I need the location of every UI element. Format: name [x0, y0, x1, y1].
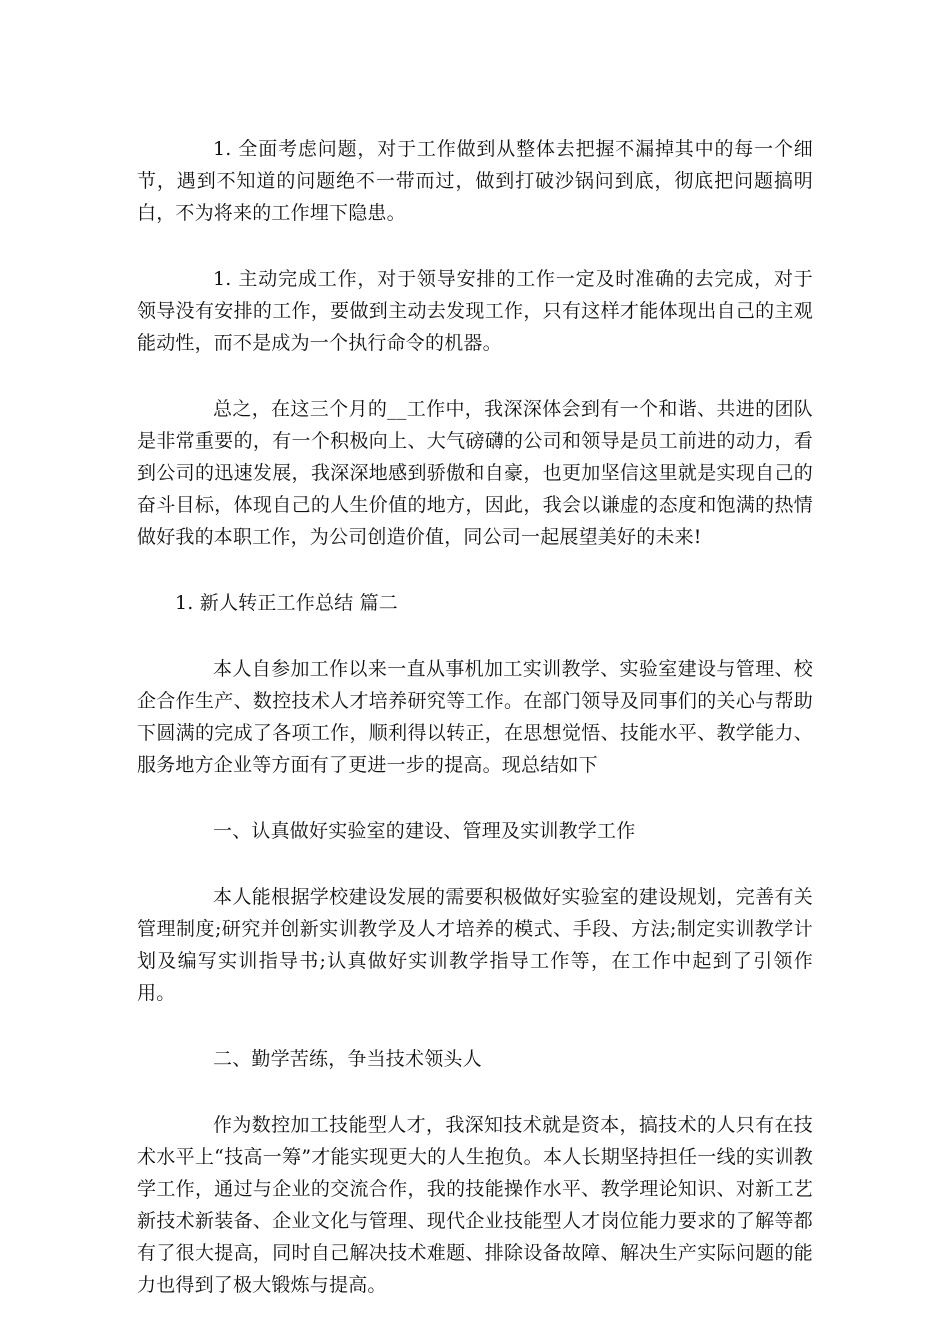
paragraph-technical-leader: 作为数控加工技能型人才，我深知技术就是资本，搞技术的人只有在技术水平上“技高一筹”才能实现更大的人生抱负。本人长期坚持担任一线的实训教学工作，通过与企业的交流合作，我的技能操作水平、教学理论知识、对新工艺新技术新装备、企业文化与管理、现代企业技能型人才岗位能力要求的了解等都有了很大提高，同时自己解决技术难题、排除设备故障、解决生产实际问题的能力也得到了极大锻炼与提高。: [137, 1114, 813, 1296]
section-heading-technical-leader: 二、勤学苦练，争当技术领头人: [213, 1048, 482, 1070]
document-body: [137, 133, 813, 1335]
section-heading-lab-work: 一、认真做好实验室的建设、管理及实训教学工作: [213, 820, 636, 842]
section-heading-part-two: 1. 新人转正工作总结 篇二: [175, 592, 399, 614]
paragraph-introduction: 本人自参加工作以来一直从事机加工实训教学、实验室建设与管理、校企合作生产、数控技术人才培养研究等工作。在部门领导及同事们的关心与帮助下圆满的完成了各项工作，顺利得以转正，在思想觉悟、技能水平、教学能力、服务地方企业等方面有了更进一步的提高。现总结如下: [137, 658, 813, 776]
paragraph-consider-problems: 1. 全面考虑问题，对于工作做到从整体去把握不漏掉其中的每一个细节，遇到不知道的问题绝不一带而过，做到打破沙锅问到底，彻底把问题搞明白，不为将来的工作埋下隐患。: [137, 138, 813, 224]
paragraph-summary: 总之，在这三个月的__工作中，我深深体会到有一个和谐、共进的团队是非常重要的，有一个积极向上、大气磅礴的公司和领导是员工前进的动力，看到公司的迅速发展，我深深地感到骄傲和自豪，也更加坚信这里就是实现自己的奋斗目标，体现自己的人生价值的地方，因此，我会以谦虚的态度和饱满的热情做好我的本职工作，为公司创造价值，同公司一起展望美好的未来!: [137, 398, 813, 548]
paragraph-lab-work: 本人能根据学校建设发展的需要积极做好实验室的建设规划，完善有关管理制度;研究并创新实训教学及人才培养的模式、手段、方法;制定实训教学计划及编写实训指导书;认真做好实训教学指导工作等，在工作中起到了引领作用。: [137, 886, 813, 1004]
paragraph-complete-work: 1. 主动完成工作，对于领导安排的工作一定及时准确的去完成，对于领导没有安排的工作，要做到主动去发现工作，只有这样才能体现出自己的主观能动性，而不是成为一个执行命令的机器。: [137, 268, 813, 354]
